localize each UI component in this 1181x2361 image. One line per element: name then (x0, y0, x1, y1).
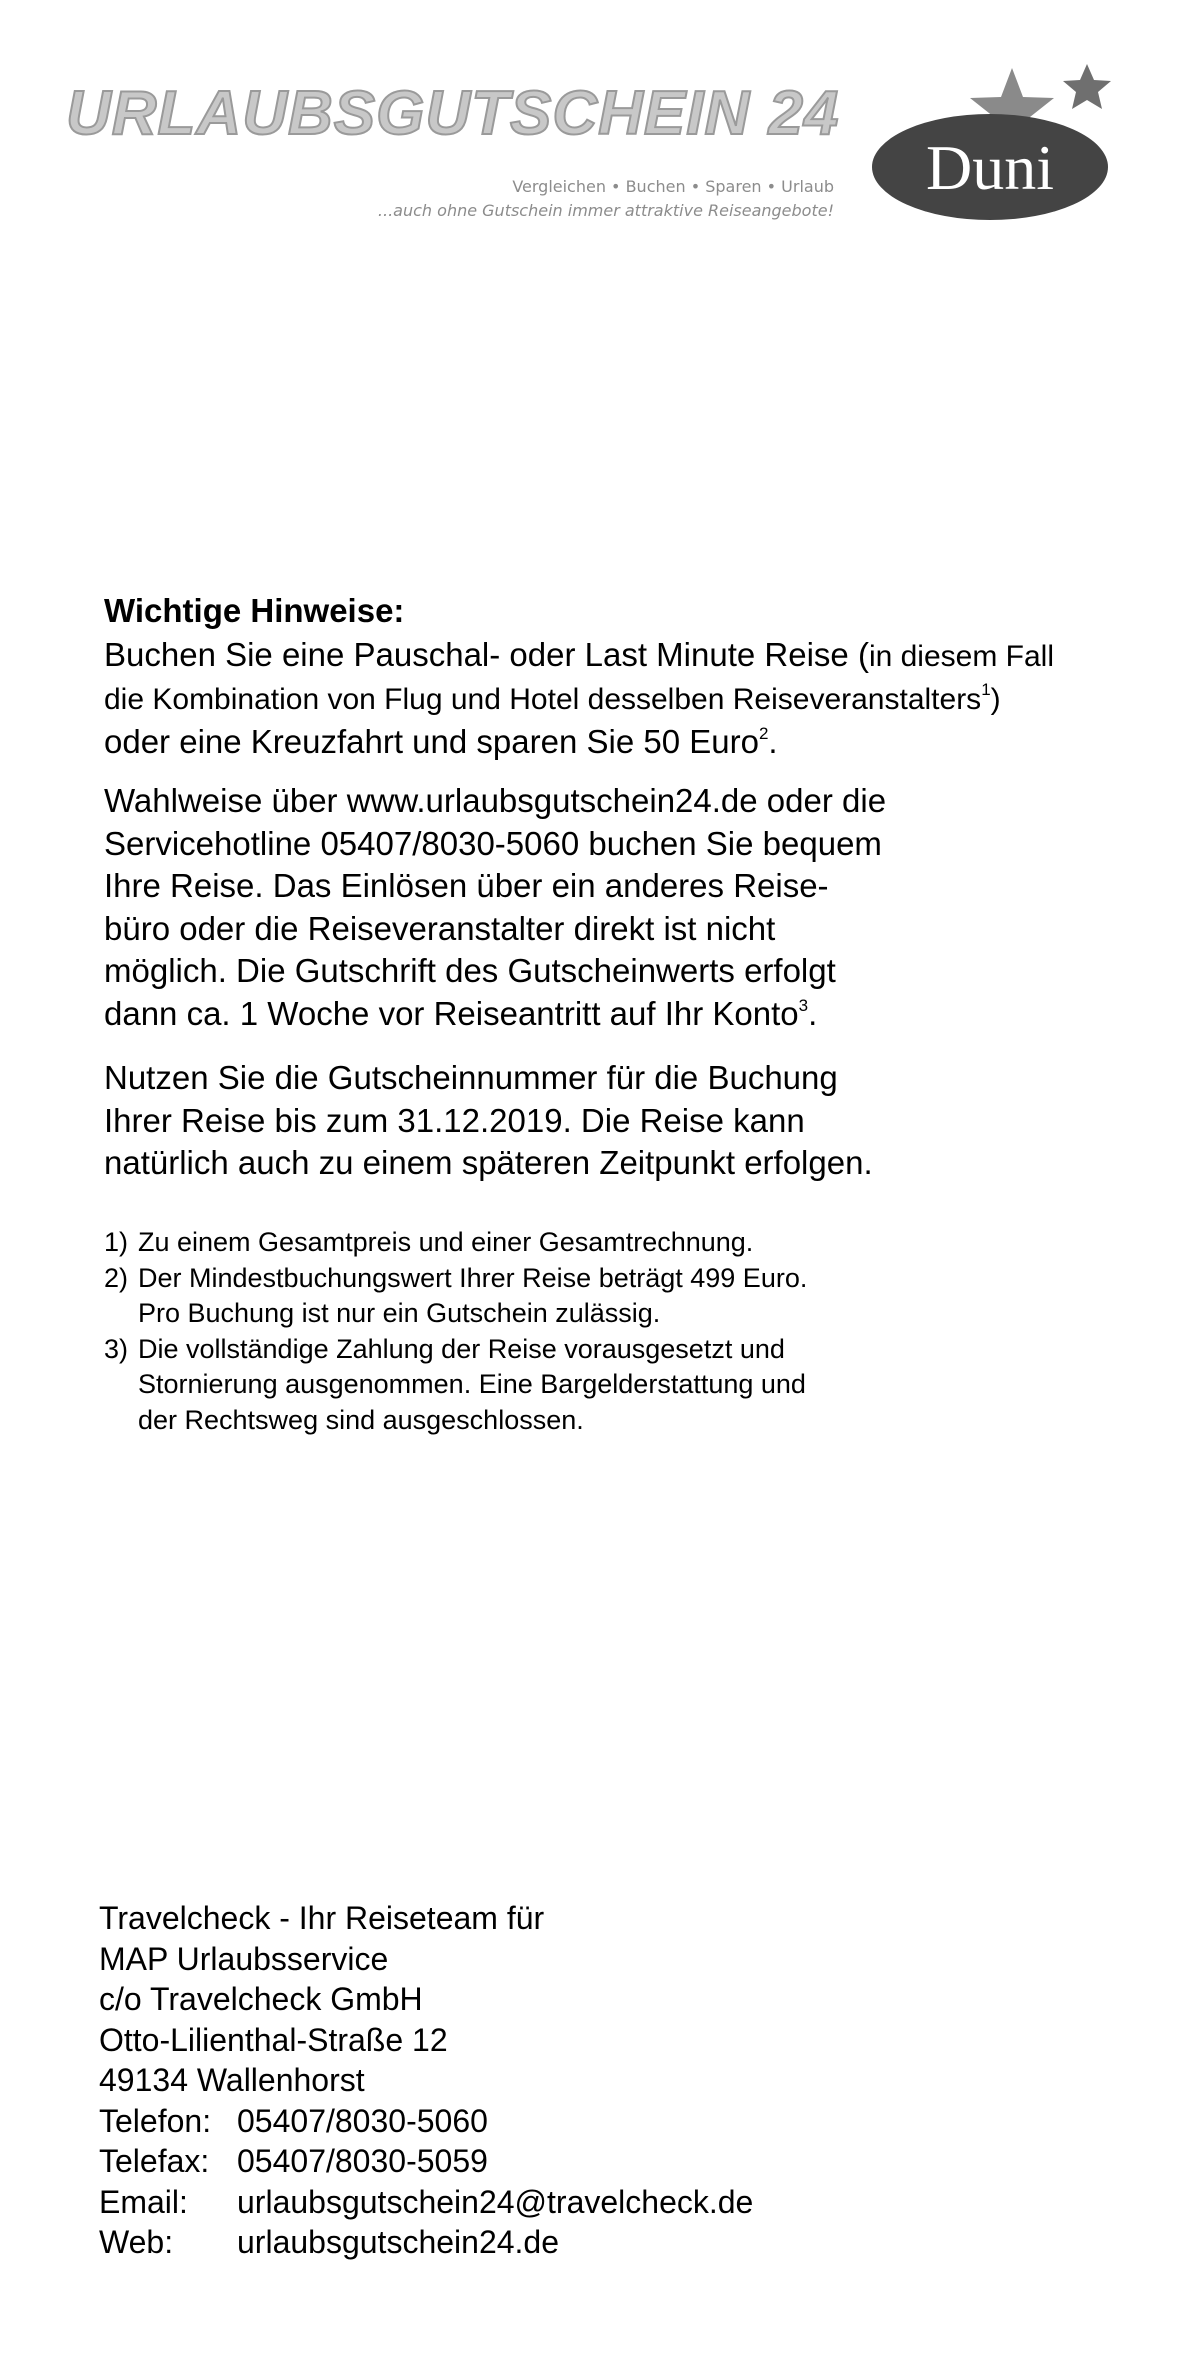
text-line: Nutzen Sie die Gutscheinnummer für die Buchung (104, 1059, 838, 1096)
text: ) (990, 682, 1001, 716)
address-line: Otto-Lilienthal-Straße 12 (99, 2021, 448, 2058)
footnote-text: Pro Buchung ist nur ein Gutschein zulässig. (138, 1298, 661, 1328)
text: die Kombination von Flug und Hotel desselben Reiseveranstalters (104, 682, 982, 716)
footnote-text: Die vollständige Zahlung der Reise vorausgesetzt und (138, 1333, 785, 1364)
hints-heading: Wichtige Hinweise: (104, 592, 405, 629)
text: Buchen Sie eine Pauschal- oder Last Minute Reise ( (104, 636, 869, 673)
contact-web (99, 2222, 753, 2263)
footnote-3 (104, 1332, 807, 1439)
contact-email (99, 2182, 753, 2223)
text-line: Ihrer Reise bis zum 31.12.2019. Die Reise kann (104, 1101, 805, 1139)
brand-subtagline: ...auch ohne Gutschein immer attraktive Reiseangebote! (377, 201, 834, 220)
hints-paragraph-3 (104, 1057, 873, 1185)
contact-label: Telefon: (99, 2102, 212, 2139)
website: urlaubsgutschein24.de (237, 2224, 560, 2260)
contact-label: Email: (99, 2183, 188, 2220)
logo-star-small-icon (1063, 64, 1111, 109)
address-line: 49134 Wallenhorst (99, 2062, 365, 2098)
phone-number: 05407/8030-5060 (237, 2102, 488, 2139)
duni-logo (872, 62, 1117, 222)
footnote-text: Stornierung ausgenommen. Eine Bargelderstattung und (138, 1369, 806, 1399)
footnote-1 (104, 1225, 807, 1261)
text-line: Ihre Reise. Das Einlösen über ein anderes Reise- (104, 867, 829, 904)
address-line: Travelcheck - Ihr Reiseteam für (99, 1900, 545, 1936)
footnote-ref: 2 (758, 724, 769, 743)
contact-phone (99, 2101, 753, 2142)
address-line: MAP Urlaubsservice (99, 1940, 389, 1977)
logo-text: Duni (926, 132, 1054, 203)
text: . (808, 994, 818, 1032)
contact-label: Web: (99, 2224, 174, 2260)
hints-paragraph-1 (104, 634, 1054, 764)
footnote-number: 3) (104, 1333, 129, 1364)
text-line: Wahlweise über www.urlaubsgutschein24.de oder die (104, 782, 887, 819)
brand-title: URLAUBSGUTSCHEIN 24 (66, 79, 840, 148)
text: oder eine Kreuzfahrt und sparen Sie 50 Euro (104, 723, 759, 760)
fax-number: 05407/8030-5059 (237, 2143, 488, 2179)
footnote-ref: 1 (981, 679, 991, 699)
footnote-text: Der Mindestbuchungswert Ihrer Reise beträgt 499 Euro. (138, 1262, 808, 1293)
footnote-number: 2) (104, 1262, 129, 1293)
text: . (768, 723, 778, 760)
address-line: c/o Travelcheck GmbH (99, 1981, 423, 2017)
contact-block (99, 1898, 753, 2263)
footnote-text: Zu einem Gesamtpreis und einer Gesamtrechnung. (138, 1227, 754, 1257)
contact-label: Telefax: (99, 2143, 210, 2179)
hints-paragraph-2 (104, 780, 886, 1035)
text: in diesem Fall (868, 640, 1055, 673)
text: dann ca. 1 Woche vor Reiseantritt auf Ihr Konto (104, 994, 799, 1032)
contact-fax (99, 2141, 753, 2182)
text-line: Servicehotline 05407/8030-5060 buchen Sie bequem (104, 824, 882, 862)
footnotes (104, 1225, 807, 1438)
footnote-number: 1) (104, 1227, 129, 1257)
text-line: natürlich auch zu einem späteren Zeitpunkt erfolgen. (104, 1144, 873, 1181)
text-line: büro oder die Reiseveranstalter direkt ist nicht (104, 909, 776, 947)
email-address: urlaubsgutschein24@travelcheck.de (237, 2183, 754, 2220)
footnote-ref: 3 (798, 995, 809, 1015)
brand-tagline: Vergleichen • Buchen • Sparen • Urlaub (512, 177, 834, 196)
text-line: möglich. Die Gutschrift des Gutscheinwerts erfolgt (104, 952, 836, 989)
footnote-2 (104, 1261, 807, 1332)
footnote-text: der Rechtsweg sind ausgeschlossen. (138, 1404, 584, 1435)
